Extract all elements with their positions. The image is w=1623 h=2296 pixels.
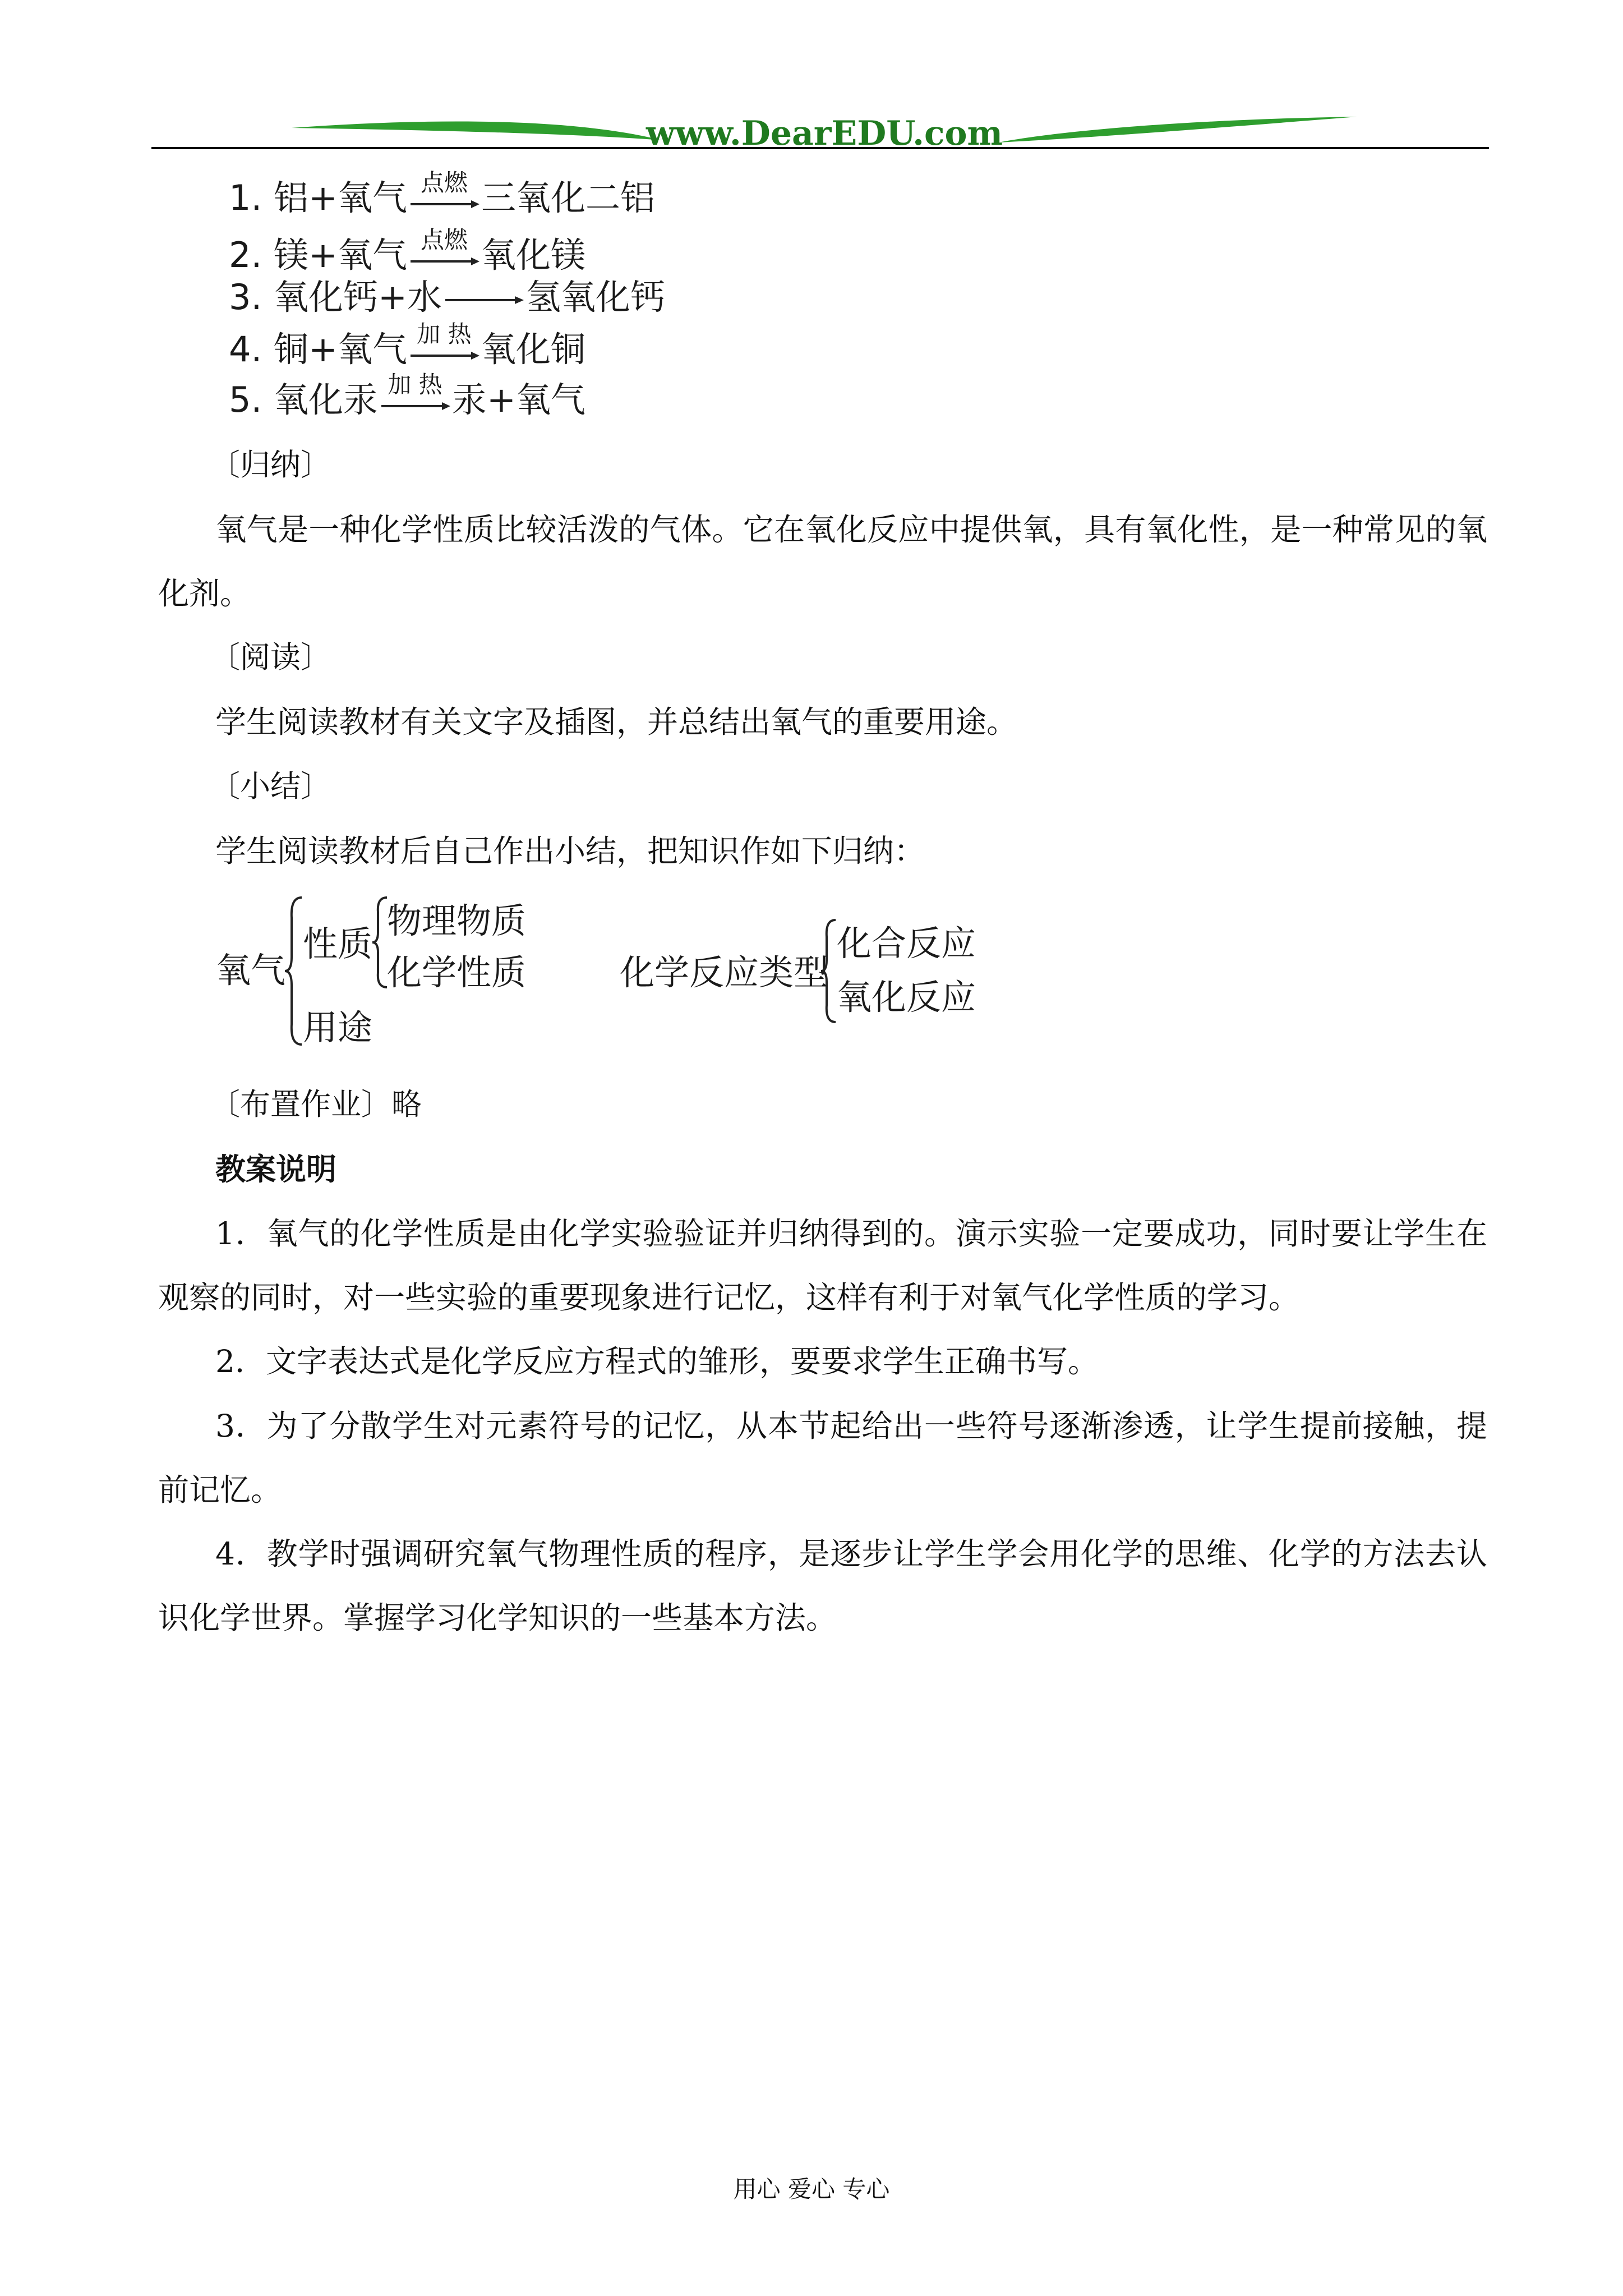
header-rule xyxy=(151,147,1489,149)
site-logo xyxy=(292,111,1357,156)
summary-paragraph xyxy=(158,498,1487,625)
diagram-use: 用途 xyxy=(303,1007,373,1048)
notes-title: 教案说明 xyxy=(215,1151,336,1187)
reaction-condition: 点燃 xyxy=(420,169,468,196)
reaction-arrow xyxy=(408,169,480,223)
note-item-3 xyxy=(158,1394,1487,1522)
equation-products: 氢氧化钙 xyxy=(525,277,665,318)
note-text: 2．文字表达式是化学反应方程式的雏形，要要求学生正确书写。 xyxy=(215,1343,1099,1379)
diagram-combination: 化合反应 xyxy=(837,923,976,964)
logo-text: www.DearEDU.com xyxy=(645,114,1003,153)
arrow-icon xyxy=(408,256,480,267)
equation-reactants: 氧化钙+水 xyxy=(274,277,442,318)
note-text: 3．为了分散学生对元素符号的记忆，从本节起给出一些符号逐渐渗透，让学生提前接触，提前记忆。 xyxy=(158,1408,1487,1508)
equation-number: 3. xyxy=(229,277,262,318)
equation-products: 汞+氧气 xyxy=(452,379,585,420)
reaction-condition: 加 热 xyxy=(388,371,442,398)
reaction-arrow xyxy=(442,272,526,323)
note-item-1 xyxy=(158,1202,1487,1329)
arrow-icon xyxy=(408,350,480,361)
equation-3 xyxy=(229,272,665,323)
diagram-root: 氧气 xyxy=(216,950,286,991)
diagram-chemical: 化学性质 xyxy=(387,952,527,993)
arrow-icon xyxy=(408,199,480,210)
diagram-types-root: 化学反应类型 xyxy=(620,952,829,993)
conclusion-text: 学生阅读教材后自己作出小结，把知识作如下归纳： xyxy=(215,833,925,869)
homework-label: 〔布置作业〕略 xyxy=(210,1087,422,1122)
logo-right-swoosh xyxy=(998,117,1357,142)
note-text: 4．教学时强调研究氧气物理性质的程序，是逐步让学生学会用化学的思维、化学的方法去认识化学世界。掌握学习化学知识的一些基本方法。 xyxy=(158,1536,1487,1636)
summary-text: 氧气是一种化学性质比较活泼的气体。它在氧化反应中提供氧，具有氧化性，是一种常见的氧化剂。 xyxy=(158,512,1487,611)
equation-4 xyxy=(229,320,585,375)
arrow-icon xyxy=(442,295,526,306)
equation-number: 5. xyxy=(229,379,262,420)
reaction-condition: 加 热 xyxy=(417,320,472,348)
note-item-4 xyxy=(158,1522,1487,1650)
equation-reactants: 铝+氧气 xyxy=(274,177,407,218)
arrow-icon xyxy=(379,401,451,412)
equation-reactants: 镁+氧气 xyxy=(274,234,407,275)
reaction-condition: 点燃 xyxy=(420,226,468,254)
note-item-2 xyxy=(158,1329,1487,1393)
reading-paragraph xyxy=(158,690,1487,754)
equation-products: 三氧化二铝 xyxy=(481,177,655,218)
brace-icon xyxy=(820,918,839,1024)
equation-reactants: 铜+氧气 xyxy=(274,329,407,370)
reading-label: 〔阅读〕 xyxy=(210,639,331,675)
note-text: 1．氧气的化学性质是由化学实验验证并归纳得到的。演示实验一定要成功，同时要让学生在观察的同时，对一些实验的重要现象进行记忆，这样有利于对氧气化学性质的学习。 xyxy=(158,1216,1487,1315)
reading-text: 学生阅读教材有关文字及插图，并总结出氧气的重要用途。 xyxy=(215,704,1018,740)
equation-reactants: 氧化汞 xyxy=(274,379,379,420)
conclusion-label: 〔小结〕 xyxy=(210,769,331,804)
equation-5 xyxy=(229,371,585,425)
conclusion-paragraph xyxy=(158,819,1487,883)
equation-1 xyxy=(229,169,655,223)
diagram-property: 性质 xyxy=(303,923,373,964)
summary-label: 〔归纳〕 xyxy=(210,447,331,482)
equation-products: 氧化镁 xyxy=(481,234,585,275)
equation-products: 氧化铜 xyxy=(481,329,585,370)
page-footer: 用心 爱心 专心 xyxy=(733,2175,890,2203)
logo-left-swoosh xyxy=(292,121,662,140)
equation-number: 2. xyxy=(229,234,262,275)
equation-number: 1. xyxy=(229,177,262,218)
diagram-physical: 物理物质 xyxy=(387,900,527,941)
reaction-arrow xyxy=(379,371,451,425)
diagram-oxidation: 氧化反应 xyxy=(837,977,976,1018)
equation-number: 4. xyxy=(229,329,262,370)
reaction-arrow xyxy=(408,320,480,375)
